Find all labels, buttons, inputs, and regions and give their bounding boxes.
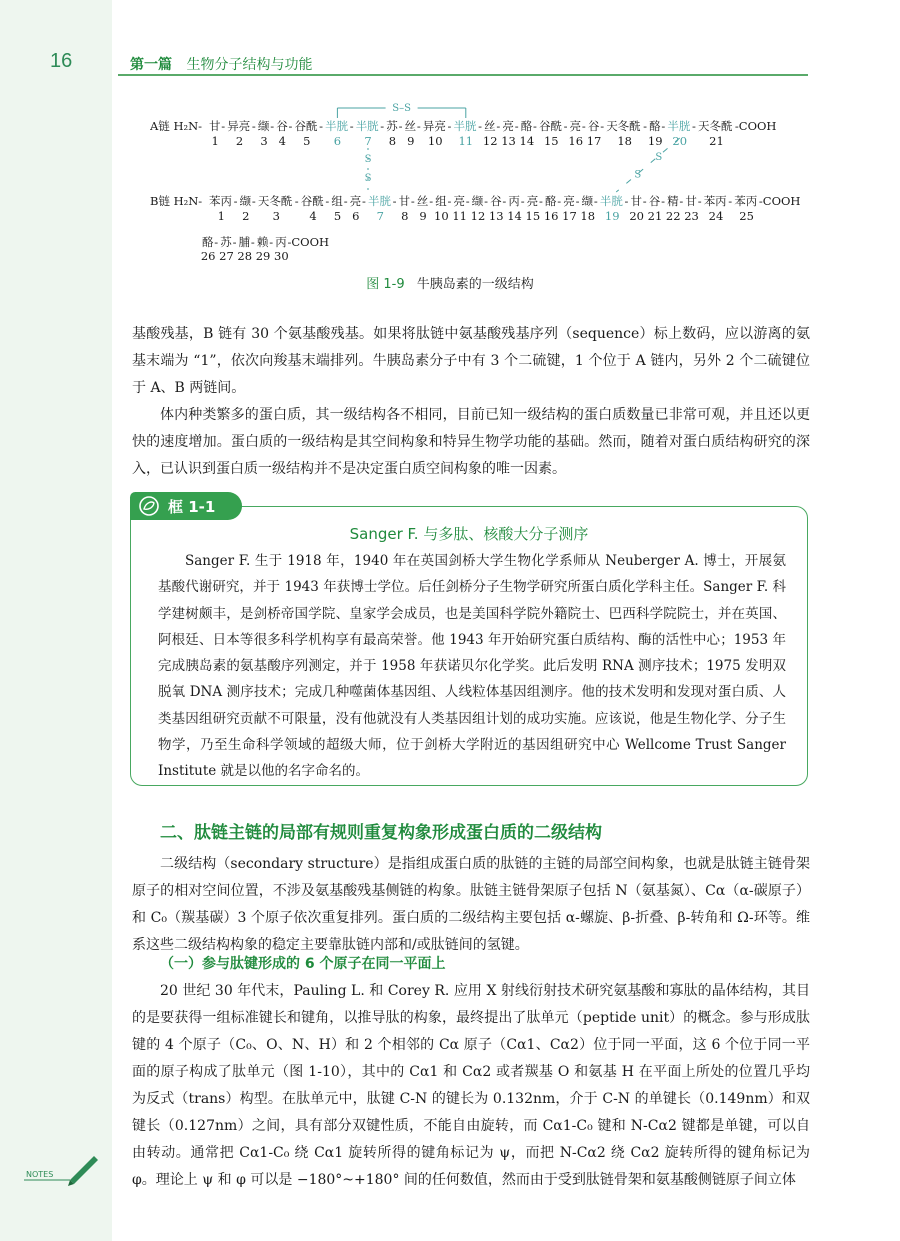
chain-a-residue: 酪 — [520, 119, 533, 133]
chain-a-bond: - — [661, 119, 666, 133]
chain-a-number: 16 — [568, 134, 584, 148]
section-title: 二、肽链主链的局部有规则重复构象形成蛋白质的二级结构 — [160, 823, 602, 843]
chain-a-residue: 谷酰 — [539, 119, 562, 133]
chain-a-bond: - — [563, 119, 568, 133]
disulfide-a-label: S–S — [392, 103, 411, 114]
box-text: Sanger F. 生于 1918 年，1940 年在英国剑桥大学生物化学系师从 Neuberger A. 博士，开展氨基酸代谢研究，并于 1943 年获博士学位。后任剑桥分子生物学研究所蛋白质化学科主任。Sanger F. 科学建树颇丰，是剑桥帝国学院、皇家学会成员，也是美国科学院外籍院士、巴西科学院院士，并在英国、阿根廷、日本等很多科学机构享有最高荣誉。他 1943 年开始研究蛋白质结构、酶的活性中心；1953 年完成胰岛素的氨基酸序列测定，并于 1958 年获诺贝尔化学奖。此后发明 RNA 测序技术；1975 发明双脱氧 DNA 测序技术；完成几种噬菌体基因组、人线粒体基因组测序。他的技术发明和发现对蛋白质、人类基因组研究贡献不可限量，没有他就没有人类基因组计划的成功实施。应该说，他是生物化学、分子生物学，乃至生命科学领域的超级大师，位于剑桥大学附近的基因组研究中心 Wellcome Trust Sanger Institute 就是以他的名字命名的。 — [158, 553, 786, 780]
part-label: 第一篇 — [130, 57, 172, 73]
chain-b-number: 2 — [242, 209, 250, 223]
box-tab — [130, 492, 242, 520]
paragraph-4: 20 世纪 30 年代末，Pauling L. 和 Corey R. 应用 X 射线衍射技术研究氨基酸和寡肽的晶体结构，其目的是要获得一组标准键长和键角，以推导肽的构象，最终提出了肽单元（peptide unit）的概念。参与形成肽键的 4 个原子（C₀、O、N、H）和 2 个相邻的 Cα 原子（Cα1、Cα2）位于同一平面，这 6 个位于同一平面的原子构成了肽单元（图 1-10），其中的 Cα1 和 Cα2 或者羰基 O 和氨基 H 在平面上所处的位置几乎均为反式（trans）构型。在肽单元中，肽键 C-N 的键长为 0.132nm，介于 C-N 的单键长（0.149nm）和双键长（0.127nm）之间，具有部分双键性质，不能自由旋转，而 Cα1-C₀ 键和 N-Cα2 键都是单键，可以自由转动。通常把 Cα1-C₀ 绕 Cα1 旋转所得的键角标记为 ψ，而把 N-Cα2 绕 Cα2 旋转所得的键角标记为 φ。理论上 ψ 和 φ 可以是 −180°~+180° 间的任何数值，然而由于受到肽链骨架和氨基酸侧链原子间立体 — [132, 983, 810, 1188]
chain-b-number: 5 — [333, 209, 342, 223]
page-number: 16 — [50, 50, 73, 72]
chain-a-residue: 半胱 — [325, 119, 349, 133]
paragraph-2: 体内种类繁多的蛋白质，其一级结构各不相同，目前已知一级结构的蛋白质数量已非常可观，并且还以更快的速度增加。蛋白质的一级结构是其空间构象和特异生物学功能的基础。然而，随着对蛋白质结构研究的深入，已认识到蛋白质一级结构并不是决定蛋白质空间构象的唯一因素。 — [132, 407, 810, 477]
chain-b-tail-number: 30 — [274, 249, 289, 263]
chain-a-residue: 谷 — [276, 119, 288, 133]
chain-a-number: 7 — [364, 134, 372, 148]
chain-a-number: 15 — [543, 134, 559, 148]
chain-a-bond: - — [349, 119, 354, 133]
chain-a-bond: - — [692, 119, 696, 133]
chain-a-bond: - — [398, 119, 403, 133]
chain-b-bond: - — [410, 194, 415, 208]
chain-b-tail-residue: 苏 — [220, 235, 232, 249]
chain-a-residue: 半胱 — [355, 119, 379, 133]
chain-a-residue: 谷酰 — [294, 119, 318, 133]
chain-b-tail-number: 26 — [200, 249, 216, 263]
chain-a-residue: 缬 — [257, 119, 270, 133]
chain-a-number: 18 — [617, 134, 632, 148]
figure-caption — [0, 273, 900, 292]
header-rule — [118, 74, 808, 76]
chain-b-number: 24 — [708, 209, 724, 223]
box-label: 框 1-1 — [168, 497, 216, 516]
chain-b-number: 8 — [401, 209, 409, 223]
chain-b-residue: 苯丙 — [734, 194, 758, 208]
chain-b-bond: - — [679, 194, 684, 208]
chain-b-number: 18 — [580, 209, 596, 223]
chain-a-bond: - — [416, 119, 421, 133]
chain-b-bond: - — [484, 194, 488, 208]
chain-b-residue: 半胱 — [368, 194, 391, 208]
chain-a-residue: 半胱 — [453, 119, 477, 133]
chain-b-residue: 亮 — [563, 194, 575, 208]
chain-a-bond: - — [581, 119, 586, 133]
chain-a-bond: - — [533, 119, 537, 133]
chain-a-label: A链 H₂N- — [150, 119, 203, 133]
paragraph-1: 基酸残基，B 链有 30 个氨基酸残基。如果将肽链中氨基酸残基序列（sequence）标上数码，应以游离的氨基末端为 “1”，依次向羧基末端排列。牛胰岛素分子中有 3 个二硫键，1 个位于 A 链内，另外 2 个二硫键位于 A、B 两链间。 — [132, 326, 810, 396]
chain-b-residue: 半胱 — [599, 194, 623, 208]
chain-a-number: 20 — [672, 134, 688, 148]
chain-a-number: 2 — [235, 134, 244, 148]
chain-b-label: B链 H₂N- — [150, 194, 203, 208]
chain-a-number: 5 — [303, 134, 311, 148]
chain-a-bond: - — [643, 119, 647, 133]
chain-b-bond: - — [251, 194, 256, 208]
chain-b-residue: 谷 — [648, 194, 661, 208]
chain-b-bond: - — [502, 194, 507, 208]
chain-a-number: 11 — [458, 134, 474, 148]
chain-a-bond: - — [496, 119, 501, 133]
chain-b-bond: - — [520, 194, 525, 208]
chain-b-residue: 丝 — [416, 194, 429, 208]
chain-b-number: 14 — [507, 209, 522, 223]
chain-b-number: 12 — [470, 209, 486, 223]
chain-b-tail-bond: - — [232, 235, 237, 249]
chain-b-bond: - — [539, 194, 543, 208]
chain-a-bond: - — [251, 119, 256, 133]
chain-a-number: 13 — [501, 134, 516, 148]
box-title: Sanger F. 与多肽、核酸大分子测序 — [349, 525, 589, 543]
chain-b-number: 1 — [217, 209, 225, 223]
chain-b-residue: 丙 — [508, 194, 520, 208]
chain-b-bond: - — [593, 194, 598, 208]
figure-caption-text: 牛胰岛素的一级结构 — [416, 277, 534, 292]
subsection-title: （一）参与肽键形成的 6 个原子在同一平面上 — [160, 956, 446, 972]
chain-b-bond: - — [728, 194, 733, 208]
chain-b-tail-bond: - — [214, 235, 219, 249]
chain-a-end: -COOH — [734, 119, 777, 133]
chain-b-number: 6 — [352, 209, 360, 223]
chain-a-number: 1 — [211, 134, 219, 148]
chain-b-number: 19 — [604, 209, 620, 223]
chain-b-tail-end: -COOH — [287, 235, 330, 249]
part-title: 生物分子结构与功能 — [186, 57, 313, 73]
chain-a-residue: 亮 — [569, 119, 582, 133]
chain-b-number: 10 — [434, 209, 449, 223]
chain-b-residue: 甘 — [398, 194, 411, 208]
chain-b-number: 17 — [562, 209, 577, 223]
chain-a-number: 6 — [333, 134, 342, 148]
chain-b-bond: - — [697, 194, 702, 208]
chain-a-number: 4 — [278, 134, 287, 148]
chain-b-tail-residue: 脯 — [238, 235, 251, 249]
chain-a-number: 14 — [519, 134, 535, 148]
chain-b-residue: 组 — [331, 194, 343, 208]
chain-b-bond: - — [575, 194, 580, 208]
chain-b-bond: - — [465, 194, 470, 208]
chain-b-residue: 亮 — [453, 194, 465, 208]
chain-b-number: 7 — [376, 209, 384, 223]
chain-b-bond: - — [642, 194, 647, 208]
chain-b-tail-number: 27 — [219, 249, 234, 263]
chain-a-residue: 天冬酰 — [698, 119, 733, 133]
chain-b-residue: 缬 — [471, 194, 484, 208]
chain-b-residue: 苯丙 — [209, 194, 232, 208]
chain-b-tail-number: 28 — [237, 249, 253, 263]
chain-a-residue: 天冬酰 — [606, 119, 641, 133]
chain-a-bond: - — [288, 119, 293, 133]
leaf-icon — [138, 495, 160, 517]
notes-label: NOTES — [26, 1170, 54, 1179]
chain-a-bond: - — [447, 119, 452, 133]
disulfide-a7-s1: S — [364, 154, 372, 165]
chain-b-residue: 缬 — [581, 194, 594, 208]
chain-b-residue: 缬 — [239, 194, 252, 208]
chain-b-number: 3 — [272, 209, 281, 223]
chain-b-number: 15 — [525, 209, 541, 223]
chain-b-residue: 亮 — [526, 194, 539, 208]
chain-b-number: 22 — [665, 209, 681, 223]
chain-b-residue: 精 — [667, 194, 679, 208]
chain-b-number: 13 — [488, 209, 504, 223]
chain-b-tail-residue: 赖 — [256, 235, 269, 249]
chain-a-residue: 酪 — [649, 119, 661, 133]
chain-a-bond: - — [270, 119, 275, 133]
chain-b-residue: 苯丙 — [703, 194, 727, 208]
chain-b-number: 23 — [684, 209, 699, 223]
chain-a-number: 9 — [407, 134, 415, 148]
chain-b-end: -COOH — [758, 194, 801, 208]
chain-a-residue: 谷 — [587, 119, 600, 133]
paragraph-3: 二级结构（secondary structure）是指组成蛋白质的肽链的主链的局部空间构象，也就是肽链主链骨架原子的相对空间位置，不涉及氨基酸残基侧链的构象。肽链主链骨架原子包括 N（氨基氮）、Cα（α-碳原子）和 C₀（羰基碳）3 个原子依次重复排列。蛋白质的二级结构主要包括 α-螺旋、β-折叠、β-转角和 Ω-环等。维系这些二级结构构象的稳定主要靠肽链内部和/或肽链间的氢键。 — [132, 856, 810, 953]
chain-a-number: 12 — [482, 134, 498, 148]
chain-a-number: 19 — [647, 134, 663, 148]
chain-b-residue: 甘 — [630, 194, 642, 208]
chain-a-residue: 丝 — [404, 119, 417, 133]
chain-b-bond: - — [429, 194, 434, 208]
insulin-structure-diagram — [150, 98, 810, 268]
chain-a-number: 8 — [388, 134, 397, 148]
chain-b-tail-bond: - — [250, 235, 255, 249]
chain-a-number: 10 — [427, 134, 443, 148]
chain-b-bond: - — [624, 194, 629, 208]
chain-a-number: 17 — [586, 134, 602, 148]
chain-a-bond: - — [380, 119, 385, 133]
chain-a-bond: - — [221, 119, 226, 133]
chain-b-residue: 亮 — [349, 194, 362, 208]
chain-b-bond: - — [661, 194, 665, 208]
chain-b-tail-residue: 丙 — [275, 235, 287, 249]
chain-b-residue: 酪 — [545, 194, 557, 208]
chain-b-residue: 谷酰 — [300, 194, 324, 208]
chain-b-number: 9 — [419, 209, 427, 223]
chain-b-bond: - — [343, 194, 348, 208]
notes-sidebar — [0, 0, 112, 1241]
chain-b-number: 21 — [647, 209, 663, 223]
disulfide-a20-s2: S — [634, 169, 642, 181]
insulin-structure-figure — [150, 98, 810, 272]
chain-a-bond: - — [319, 119, 323, 133]
chain-b-number: 25 — [739, 209, 754, 223]
chain-a-bond: - — [478, 119, 482, 133]
chain-b-tail-residue: 酪 — [202, 235, 214, 249]
chain-b-tail-bond: - — [269, 235, 274, 249]
chain-b-number: 11 — [452, 209, 467, 223]
chain-a-residue: 异亮 — [422, 119, 446, 133]
disulfide-a20-s1: S — [655, 151, 663, 163]
chain-a-residue: 甘 — [209, 119, 221, 133]
chain-a-number: 3 — [260, 134, 268, 148]
chain-a-residue: 丝 — [484, 119, 496, 133]
chain-b-residue: 甘 — [685, 194, 697, 208]
figure-caption-label: 图 1-9 — [366, 277, 405, 292]
disulfide-a7-s2: S — [364, 173, 372, 184]
chain-b-tail-number: 29 — [255, 249, 271, 263]
chain-b-number: 4 — [309, 209, 317, 223]
chain-b-bond: - — [392, 194, 397, 208]
chain-b-bond: - — [325, 194, 330, 208]
chain-a-residue: 亮 — [502, 119, 514, 133]
chain-b-bond: - — [447, 194, 452, 208]
chain-a-number: 21 — [709, 134, 724, 148]
chain-b-residue: 组 — [435, 194, 447, 208]
running-header — [130, 54, 312, 74]
chain-a-bond: - — [600, 119, 605, 133]
chain-b-bond: - — [557, 194, 562, 208]
chain-b-bond: - — [233, 194, 238, 208]
pen-icon — [24, 1150, 104, 1190]
chain-a-bond: - — [514, 119, 519, 133]
chain-b-bond: - — [362, 194, 366, 208]
notes-mark — [24, 1150, 104, 1194]
chain-a-residue: 异亮 — [227, 119, 251, 133]
chain-a-residue: 半胱 — [667, 119, 691, 133]
chain-b-bond: - — [294, 194, 299, 208]
chain-a-residue: 苏 — [386, 119, 398, 133]
chain-b-residue: 天冬酰 — [257, 194, 293, 208]
chain-b-number: 16 — [543, 209, 559, 223]
chain-b-residue: 谷 — [490, 194, 502, 208]
chain-b-number: 20 — [629, 209, 644, 223]
